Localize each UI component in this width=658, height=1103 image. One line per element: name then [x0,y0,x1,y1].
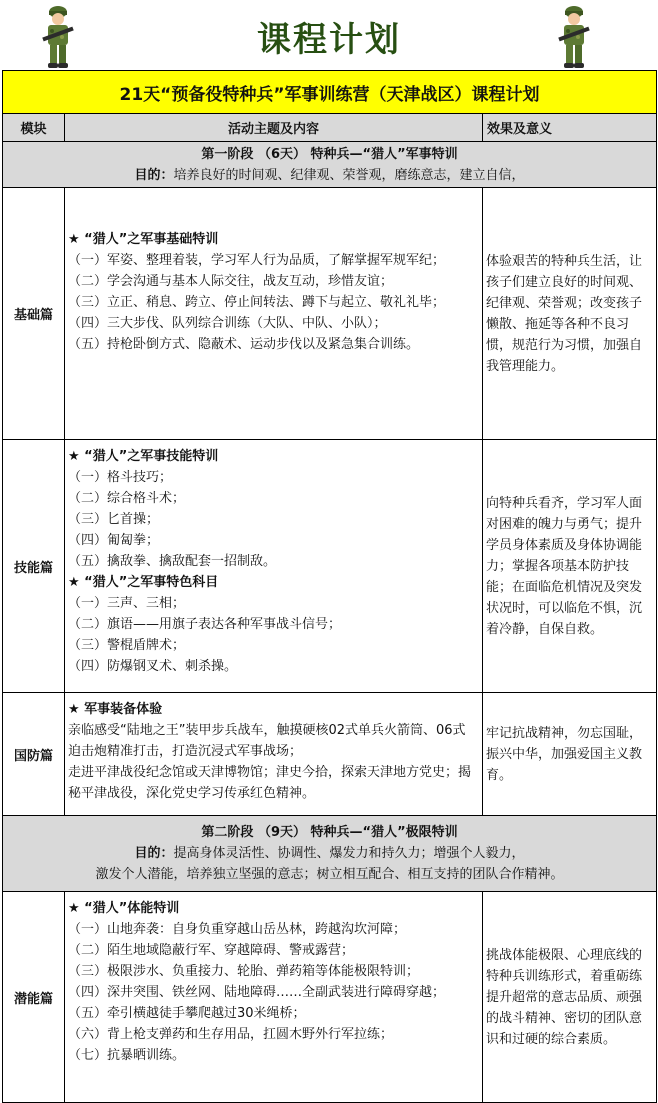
effect-skill: 向特种兵看齐，学习军人面对困难的魄力与勇气；提升学员身体素质及身体协调能力；掌握各项基本防护技能；在面临危机情况及突发状况时，可以临危不惧，沉着冷静，自保自救。 [483,440,657,693]
list-item: （四）三大步伐、队列综合训练（大队、中队、小队）； [68,316,387,331]
stage-2-row [3,816,657,892]
list-item: （三）警棍盾牌术； [68,638,186,653]
purpose-label: 目的： [134,167,174,183]
list-item: （四）深井突围、铁丝网、陆地障碍……全副武装进行障碍穿越； [68,985,446,1000]
list-item: （二）陌生地域隐蔽行军、穿越障碍、警戒露营； [68,943,355,958]
list-item: （六）背上枪支弹药和生存用品，扛圆木野外行军拉练； [68,1027,394,1042]
purpose-text: 提高身体灵活性、协调性、爆发力和持久力；增强个人毅力， [173,846,525,861]
stage-2-purpose-line2: 激发个人潜能，培养独立坚强的意志；树立相互配合、相互支持的团队合作精神。 [95,867,564,882]
content-defense [65,693,483,816]
table-row-defense [3,693,657,816]
module-defense: 国防篇 [3,693,65,816]
section-heading: ★ “猎人”体能特训 [68,901,180,916]
paragraph: 走进平津战役纪念馆或天津博物馆；津史今拾，探索天津地方党史；揭秘平津战役，深化党史学习传承红色精神。 [68,765,472,801]
list-item: （五）持枪卧倒方式、隐蔽术、运动步伐以及紧急集合训练。 [68,337,420,352]
effect-defense: 牢记抗战精神，勿忘国耻，振兴中华，加强爱国主义教育。 [483,693,657,816]
list-item: （一）军姿、整理着装，学习军人行为品质，了解掌握军规军纪； [68,253,446,268]
header [0,0,658,70]
column-headers [3,114,657,142]
effect-basic: 体验艰苦的特种兵生活，让孩子们建立良好的时间观、纪律观、荣誉观；改变孩子懒散、拖延等各种不良习惯，规范行为习惯，加强自我管理能力。 [483,188,657,440]
list-item: （一）格斗技巧； [68,470,173,485]
page-title: 课程计划 [257,20,401,60]
module-potential: 潜能篇 [3,892,65,1103]
list-item: （三）立正、稍息、跨立、停止间转法、蹲下与起立、敬礼礼毕； [68,295,446,310]
list-item: （三）极限涉水、负重接力、轮胎、弹药箱等体能极限特训； [68,964,420,979]
purpose-text: 培养良好的时间观、纪律观、荣誉观，磨练意志，建立自信， [173,167,525,183]
list-item: （二）综合格斗术； [68,491,186,506]
list-item: （二）学会沟通与基本人际交往，战友互动，珍惜友谊； [68,274,394,289]
banner-title: 21天“预备役特种兵”军事训练营（天津战区）课程计划 [3,71,657,114]
effect-potential: 挑战体能极限、心理底线的特种兵训练形式，着重砺练提升超常的意志品质、顽强的战斗精神、密切的团队意识和过硬的综合素质。 [483,892,657,1103]
table-row-skill [3,440,657,693]
table-row-potential [3,892,657,1103]
section-heading: ★ “猎人”之军事技能特训 [68,449,219,464]
list-item: （二）旗语——用旗子表达各种军事战斗信号； [68,617,342,632]
column-header-effect: 效果及意义 [483,114,657,142]
stage-1-title: 第一阶段 （6天） 特种兵—“猎人”军事特训 [201,146,458,162]
stage-2-title: 第二阶段 （9天） 特种兵—“猎人”极限特训 [201,825,458,840]
paragraph: 亲临感受“陆地之王”装甲步兵战车，触摸硬核02式单兵火箭筒、06式迫击炮精准打击，打造沉浸式军事战场； [68,723,466,759]
module-skill: 技能篇 [3,440,65,693]
list-item: （三）匕首操； [68,512,160,527]
content-potential [65,892,483,1103]
column-header-module: 模块 [3,114,65,142]
stage-1-row [3,142,657,188]
list-item: （五）擒敌拳、擒敌配套一招制敌。 [68,554,277,569]
purpose-label: 目的： [134,846,174,861]
list-item: （四）匍匐拳； [68,533,160,548]
stage-1-cell [3,142,657,188]
list-item: （四）防爆钢叉术、刺杀操。 [68,659,238,674]
table-row-basic [3,188,657,440]
list-item: （一）三声、三相； [68,596,186,611]
section-heading: ★ “猎人”之军事特色科目 [68,575,219,590]
stage-2-cell [3,816,657,892]
course-table [2,70,657,1103]
module-basic: 基础篇 [3,188,65,440]
content-skill [65,440,483,693]
stage-2-purpose [3,843,656,864]
content-basic [65,188,483,440]
section-heading: ★ “猎人”之军事基础特训 [68,232,219,247]
soldier-icon [554,2,594,70]
column-header-content: 活动主题及内容 [65,114,483,142]
section-heading: ★ 军事装备体验 [68,702,163,717]
list-item: （七）抗暴晒训练。 [68,1048,186,1063]
stage-1-purpose [3,165,656,186]
list-item: （一）山地奔袭：自身负重穿越山岳丛林，跨越沟坎河障； [68,922,407,937]
list-item: （五）牵引横越徒手攀爬越过30米绳桥； [68,1006,306,1021]
